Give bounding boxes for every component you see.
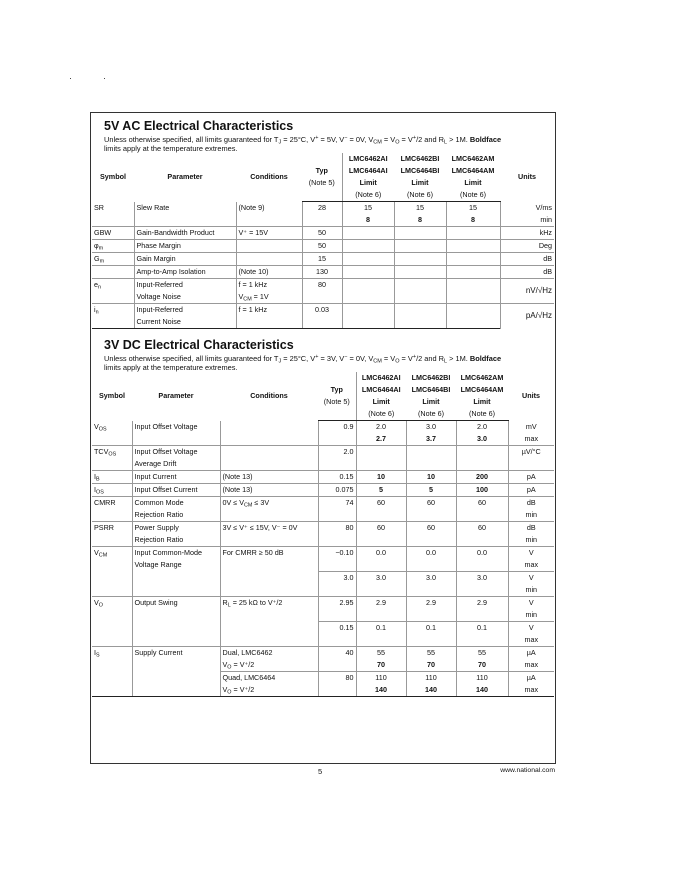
units-cell: dB [508, 497, 554, 510]
parameter-cell: Rejection Ratio [132, 509, 220, 522]
conditions-cell: 3V ≤ V⁺ ≤ 15V, V⁻ = 0V [220, 522, 318, 535]
col-header-limit-label: Limit [342, 177, 394, 189]
parameter-cell: Input Common-Mode [132, 547, 220, 560]
units-cell: max [508, 559, 554, 572]
dc-section-conditions: Unless otherwise specified, all limits guaranteed for $T_J = 25^\circ C$, V+ = 3V, V− = 0V, $V_{CM} = V_O = V^+/2$ and $R_L > 1M$. Boldface limits apply at the temperature extremes. [104, 354, 502, 373]
margin-dot [104, 78, 105, 79]
limit-extreme-cell: 2.7 [356, 433, 406, 446]
col-header-limit1-b: LMC6464AI [342, 165, 394, 177]
limit-cell: 15 [446, 202, 500, 215]
limit-cell: 10 [406, 471, 456, 484]
col-header-units: Units [518, 172, 536, 182]
table-row [92, 497, 554, 510]
symbol-cell: PSRR [92, 522, 132, 535]
col-header-note6: (Note 6) [356, 408, 406, 421]
symbol-cell: CMRR [92, 497, 132, 510]
limit-cell: 2.9 [356, 597, 406, 610]
limit-extreme-cell: 3.7 [406, 433, 456, 446]
units-cell: min [508, 534, 554, 547]
col-header-limit3: LMC6462AM [451, 154, 495, 163]
conditions-cell: Dual, LMC6462 [220, 647, 318, 660]
col-header-symbol: Symbol [99, 391, 125, 401]
col-header-note6: (Note 6) [456, 408, 508, 421]
units-cell: kHz [500, 227, 554, 240]
limit-cell: 55 [356, 647, 406, 660]
typ-cell: 80 [318, 672, 356, 685]
parameter-cell: Input-Referred [134, 279, 236, 292]
col-header-limit-label: Limit [411, 178, 429, 187]
units-cell: V [508, 547, 554, 560]
footer-url-link[interactable]: www.national.com [500, 767, 555, 774]
conditions-cell: f = 1 kHz [236, 279, 302, 292]
table-row [92, 202, 554, 215]
units-cell: V [508, 597, 554, 610]
limit-extreme-cell: 3.0 [456, 433, 508, 446]
limit-extreme-cell: 8 [342, 214, 394, 227]
limit-cell: 15 [394, 202, 446, 215]
units-cell: µA [508, 647, 554, 660]
typ-cell: 50 [302, 240, 342, 253]
limit-cell: 15 [342, 202, 394, 215]
conditions-cell: (Note 13) [220, 471, 318, 484]
col-header-limit3-b: LMC6464AM [451, 166, 495, 175]
typ-cell: 80 [302, 279, 342, 292]
parameter-cell: Input Current [132, 471, 220, 484]
table-row [92, 471, 554, 484]
table-row [92, 446, 554, 459]
conditions-cell: $0V \le V_{CM} \le 3V$ [220, 497, 318, 510]
parameter-cell: Rejection Ratio [132, 534, 220, 547]
col-header-limit1-b: LMC6464AI [356, 384, 406, 396]
limit-cell: 60 [456, 522, 508, 535]
limit-cell: 60 [356, 497, 406, 510]
limit-cell: 55 [406, 647, 456, 660]
units-cell: min [508, 584, 554, 597]
units-cell: dB [500, 253, 554, 266]
units-cell: min [500, 214, 554, 227]
conditions-cell: Quad, LMC6464 [220, 672, 318, 685]
col-header-limit3: LMC6462AM [460, 373, 504, 382]
units-cell: pA [508, 484, 554, 497]
limit-extreme-cell: 140 [406, 684, 456, 697]
limit-extreme-cell: 140 [356, 684, 406, 697]
table-row [92, 597, 554, 610]
col-header-parameter: Parameter [158, 391, 194, 401]
units-cell: max [508, 433, 554, 446]
table-row [92, 547, 554, 560]
col-header-typ-note: (Note 5) [323, 397, 350, 406]
parameter-cell: Voltage Noise [134, 291, 236, 304]
units-cell: pA/√Hz [500, 304, 554, 329]
limit-cell: 2.0 [456, 421, 508, 434]
col-header-limit2: LMC6462BI [400, 154, 440, 163]
limit-extreme-cell: 70 [456, 659, 508, 672]
parameter-cell: Input-Referred [134, 304, 236, 317]
units-cell: min [508, 509, 554, 522]
parameter-cell: Power Supply [132, 522, 220, 535]
limit-cell: 110 [356, 672, 406, 685]
limit-cell: 3.0 [406, 421, 456, 434]
limit-extreme-cell: 140 [456, 684, 508, 697]
table-row [92, 253, 554, 266]
limit-cell: 0.1 [406, 622, 456, 635]
limit-cell: 60 [406, 497, 456, 510]
limit-cell: 60 [456, 497, 508, 510]
conditions-cell: f = 1 kHz [236, 304, 302, 317]
conditions-cell: $V_O = V^+/2$ [220, 659, 318, 672]
typ-cell: 3.0 [318, 572, 356, 585]
col-header-parameter: Parameter [167, 172, 203, 182]
parameter-cell: Average Drift [132, 458, 220, 471]
conditions-cell: $R_L = 25$ kΩ to V⁺/2 [220, 597, 318, 610]
parameter-cell: Voltage Range [132, 559, 220, 572]
symbol-cell: $G_m$ [92, 253, 134, 266]
typ-cell: 130 [302, 266, 342, 279]
col-header-note6: (Note 6) [394, 189, 446, 202]
typ-cell: −0.10 [318, 547, 356, 560]
col-header-limit-label: Limit [356, 396, 406, 408]
ac-characteristics-table [92, 153, 554, 329]
units-cell: max [508, 659, 554, 672]
units-cell: nV/√Hz [500, 279, 554, 304]
table-row [92, 227, 554, 240]
col-header-note6: (Note 6) [446, 189, 500, 202]
conditions-cell: (Note 10) [236, 266, 302, 279]
col-header-note6: (Note 6) [342, 189, 394, 202]
limit-cell: 60 [406, 522, 456, 535]
limit-cell: 60 [356, 522, 406, 535]
limit-cell: 110 [406, 672, 456, 685]
table-row [92, 421, 554, 434]
dc-characteristics-table [92, 372, 554, 697]
units-cell: dB [500, 266, 554, 279]
conditions-cell: $V_O = V^+/2$ [220, 684, 318, 697]
table-row [92, 279, 554, 292]
typ-cell: 40 [318, 647, 356, 660]
dc-section-title: 3V DC Electrical Characteristics [104, 338, 294, 352]
limit-cell: 2.9 [456, 597, 508, 610]
limit-cell: 3.0 [356, 572, 406, 585]
typ-cell: 0.9 [318, 421, 356, 434]
col-header-limit2-b: LMC6464BI [411, 385, 451, 394]
conditions-cell: (Note 13) [220, 484, 318, 497]
units-cell: V/ms [500, 202, 554, 215]
typ-cell: 15 [302, 253, 342, 266]
typ-cell: 0.15 [318, 471, 356, 484]
parameter-cell: Common Mode [132, 497, 220, 510]
typ-cell: 0.15 [318, 622, 356, 635]
conditions-cell: For CMRR ≥ 50 dB [220, 547, 318, 560]
conditions-cell: V⁺ = 15V [236, 227, 302, 240]
units-cell: V [508, 622, 554, 635]
col-header-limit-label: Limit [422, 397, 440, 406]
table-row [92, 240, 554, 253]
parameter-cell: Output Swing [132, 597, 220, 610]
limit-cell: 0.0 [456, 547, 508, 560]
parameter-cell: Supply Current [132, 647, 220, 660]
parameter-cell: Amp-to-Amp Isolation [134, 266, 236, 279]
page-number: 5 [318, 767, 323, 776]
symbol-cell: $e_n$ [92, 279, 134, 292]
table-row [92, 484, 554, 497]
typ-cell: 0.075 [318, 484, 356, 497]
typ-cell: 50 [302, 227, 342, 240]
symbol-cell: $V_{CM}$ [92, 547, 132, 560]
limit-cell: 2.9 [406, 597, 456, 610]
typ-cell: 0.03 [302, 304, 342, 317]
col-header-limit1: LMC6462AI [342, 153, 394, 165]
col-header-units: Units [522, 391, 540, 401]
parameter-cell: Slew Rate [134, 202, 236, 215]
limit-cell: 2.0 [356, 421, 406, 434]
col-header-limit2: LMC6462BI [411, 373, 451, 382]
typ-cell: 80 [318, 522, 356, 535]
limit-cell: 10 [356, 471, 406, 484]
units-cell: µA [508, 672, 554, 685]
units-cell: max [508, 634, 554, 647]
limit-cell: 3.0 [406, 572, 456, 585]
ac-section-title: 5V AC Electrical Characteristics [104, 119, 294, 133]
col-header-note6: (Note 6) [406, 408, 456, 421]
parameter-cell: Phase Margin [134, 240, 236, 253]
symbol-cell: $i_n$ [92, 304, 134, 317]
table-row [92, 266, 554, 279]
symbol-cell: $I_S$ [92, 647, 132, 660]
limit-cell: 5 [406, 484, 456, 497]
typ-cell: 2.0 [318, 446, 356, 459]
units-cell: mV [508, 421, 554, 434]
limit-cell: 110 [456, 672, 508, 685]
limit-extreme-cell: 70 [406, 659, 456, 672]
limit-cell: 0.0 [356, 547, 406, 560]
col-header-typ: Typ [315, 166, 328, 175]
col-header-limit-label: Limit [464, 178, 482, 187]
col-header-symbol: Symbol [100, 172, 126, 182]
col-header-limit2-b: LMC6464BI [400, 166, 440, 175]
symbol-cell: $I_B$ [92, 471, 132, 484]
col-header-limit1: LMC6462AI [356, 372, 406, 384]
typ-cell: 2.95 [318, 597, 356, 610]
parameter-cell: Input Offset Voltage [132, 421, 220, 434]
units-cell: Deg [500, 240, 554, 253]
margin-dot [70, 78, 71, 79]
typ-cell: 28 [302, 202, 342, 215]
limit-cell: 55 [456, 647, 508, 660]
limit-extreme-cell: 8 [446, 214, 500, 227]
conditions-cell: $V_{CM} = 1V$ [236, 291, 302, 304]
symbol-cell: $I_{OS}$ [92, 484, 132, 497]
limit-cell: 0.0 [406, 547, 456, 560]
ac-section-conditions: Unless otherwise specified, all limits guaranteed for $T_J = 25^\circ C$, V+ = 5V, V− = 0V, $V_{CM} = V_O = V^+/2$ and $R_L > 1M$. Boldface limits apply at the temperature extremes. [104, 135, 502, 154]
symbol-cell: $V_O$ [92, 597, 132, 610]
limit-cell: 3.0 [456, 572, 508, 585]
limit-extreme-cell: 70 [356, 659, 406, 672]
col-header-limit3-b: LMC6464AM [460, 385, 504, 394]
units-cell: dB [508, 522, 554, 535]
units-cell: µV/°C [508, 446, 554, 459]
table-row [92, 522, 554, 535]
limit-cell: 5 [356, 484, 406, 497]
typ-cell: 74 [318, 497, 356, 510]
col-header-typ: Typ [330, 385, 343, 394]
parameter-cell: Input Offset Voltage [132, 446, 220, 459]
units-cell: pA [508, 471, 554, 484]
symbol-cell: $\varphi_m$ [92, 240, 134, 253]
col-header-limit-label: Limit [473, 397, 491, 406]
conditions-cell: (Note 9) [236, 202, 302, 215]
col-header-conditions: Conditions [250, 391, 288, 401]
parameter-cell: Current Noise [134, 316, 236, 329]
limit-extreme-cell: 8 [394, 214, 446, 227]
parameter-cell: Gain-Bandwidth Product [134, 227, 236, 240]
parameter-cell: Input Offset Current [132, 484, 220, 497]
limit-cell: 200 [456, 471, 508, 484]
symbol-cell: $TCV_{OS}$ [92, 446, 132, 459]
units-cell: max [508, 684, 554, 697]
limit-cell: 0.1 [356, 622, 406, 635]
symbol-cell: GBW [92, 227, 134, 240]
col-header-conditions: Conditions [250, 172, 288, 182]
col-header-typ-note: (Note 5) [308, 178, 335, 187]
units-cell: V [508, 572, 554, 585]
limit-cell: 100 [456, 484, 508, 497]
units-cell: min [508, 609, 554, 622]
symbol-cell: SR [94, 202, 104, 212]
table-row [92, 647, 554, 660]
parameter-cell: Gain Margin [134, 253, 236, 266]
symbol-cell: $V_{OS}$ [94, 421, 107, 433]
limit-cell: 0.1 [456, 622, 508, 635]
table-row [92, 304, 554, 317]
